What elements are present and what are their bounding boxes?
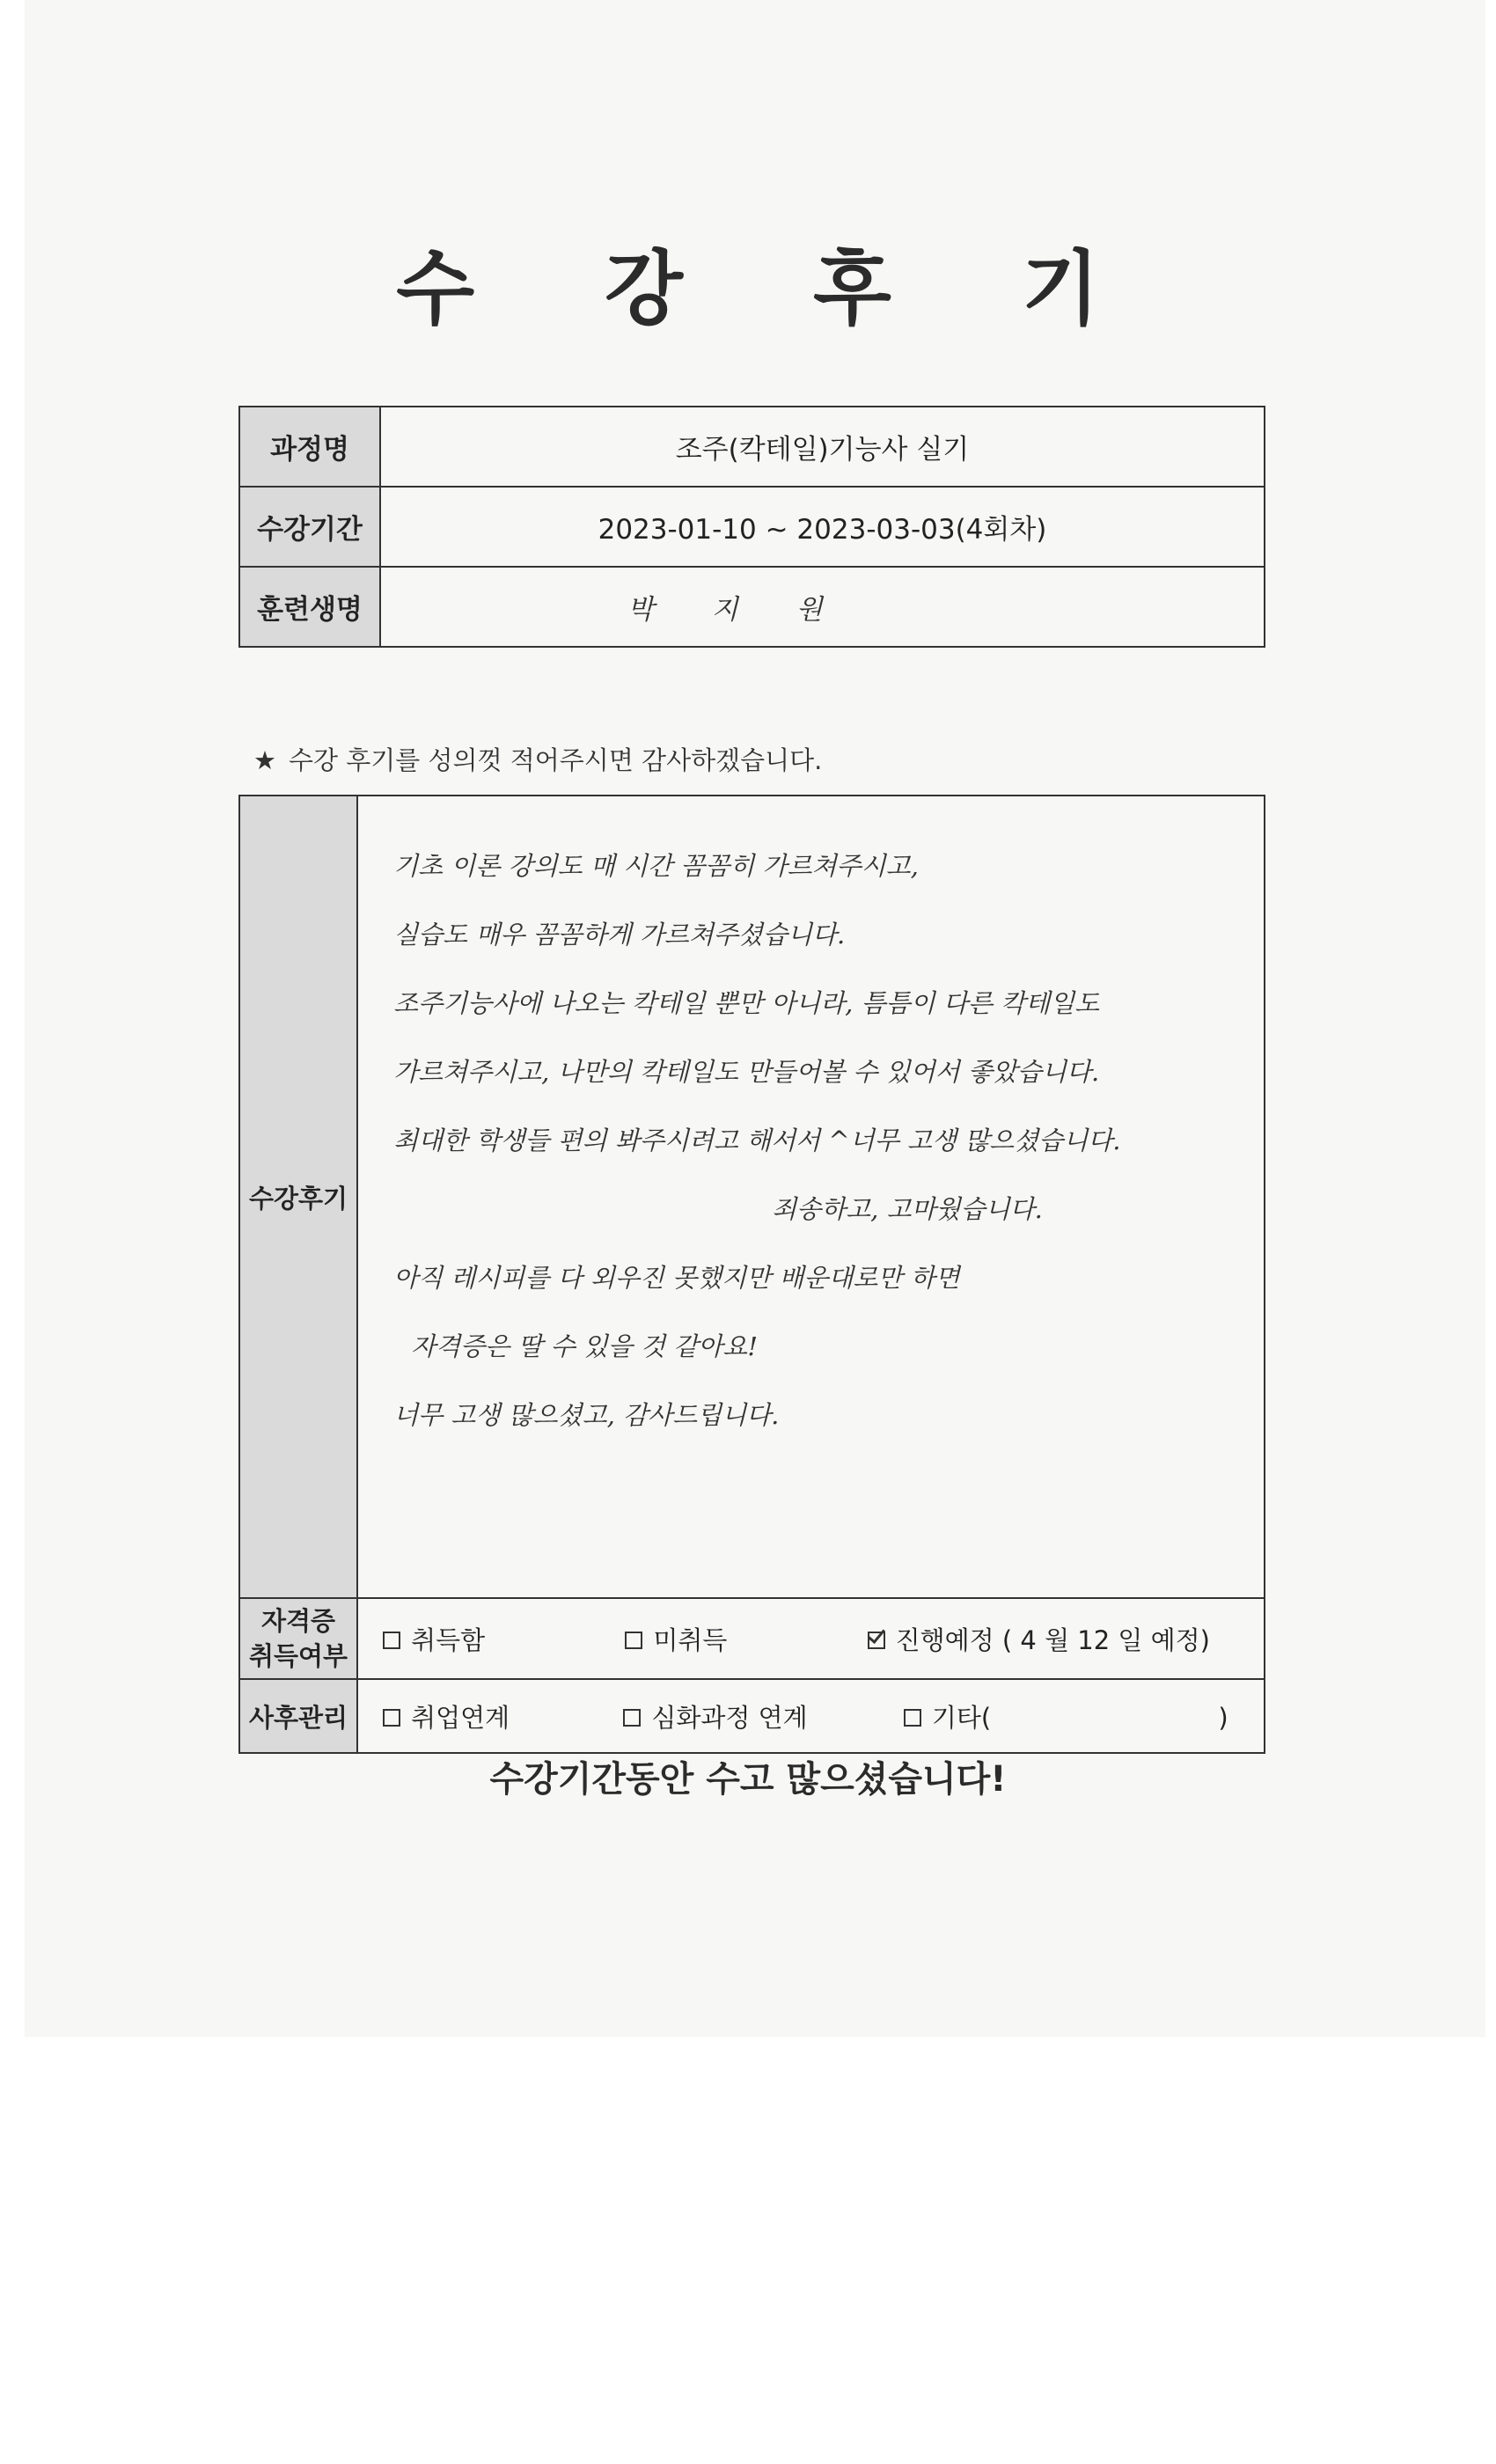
review-line: 가르쳐주시고, 나만의 칵테일도 만들어볼 수 있어서 좋았습니다.	[393, 1057, 1100, 1087]
checkbox-icon	[904, 1709, 921, 1727]
review-line: 조주기능사에 나오는 칵테일 뿐만 아니라, 틈틈이 다른 칵테일도	[393, 988, 1100, 1018]
star-icon: ★	[253, 745, 276, 775]
aftercare-row	[239, 1679, 1265, 1753]
certificate-options	[357, 1598, 1265, 1679]
option-acquired[interactable]: 취득함	[383, 1621, 485, 1657]
checkbox-icon	[383, 1709, 400, 1727]
checkbox-icon	[625, 1632, 642, 1649]
review-line: 자격증은 딸 수 있을 것 같아요!	[411, 1331, 758, 1361]
trainee-name: 박 지 원	[380, 567, 1265, 647]
page-title: 수 강 후 기	[396, 242, 1151, 336]
notice-text: 수강 후기를 성의껏 적어주시면 감사하겠습니다.	[289, 745, 823, 775]
review-line: 실습도 매우 꼼꼼하게 가르쳐주셨습니다.	[393, 920, 846, 950]
option-other[interactable]: 기타( )	[904, 1698, 1228, 1734]
review-row	[239, 796, 1265, 1598]
option-advanced-course[interactable]: 심화과정 연계	[623, 1698, 807, 1734]
option-in-progress[interactable]: 진행예정 ( 4 월 12 일 예정)	[868, 1621, 1210, 1657]
course-label: 과정명	[239, 407, 380, 487]
notice	[253, 741, 822, 777]
option-not-acquired[interactable]: 미취득	[625, 1621, 727, 1657]
course-info-table	[238, 406, 1265, 648]
certificate-label: 자격증 취득여부	[239, 1598, 357, 1679]
trainee-row	[239, 567, 1265, 647]
checkbox-icon	[623, 1709, 641, 1727]
review-line: 최대한 학생들 편의 봐주시려고 해서서 ^너무 고생 많으셨습니다.	[393, 1126, 1121, 1155]
checkbox-icon	[383, 1632, 400, 1649]
period-row	[239, 487, 1265, 567]
period-value: 2023-01-10 ~ 2023-03-03(4회차)	[380, 487, 1265, 567]
trainee-label: 훈련생명	[239, 567, 380, 647]
review-line: 죄송하고, 고마웠습니다.	[772, 1194, 1043, 1224]
review-handwriting	[357, 796, 1265, 1598]
checked-checkbox-icon	[868, 1632, 885, 1649]
course-value: 조주(칵테일)기능사 실기	[380, 407, 1265, 487]
review-label: 수강후기	[239, 796, 357, 1598]
review-line: 아직 레시피를 다 외우진 못했지만 배운대로만 하면	[393, 1263, 960, 1293]
aftercare-options	[357, 1679, 1265, 1753]
certificate-row	[239, 1598, 1265, 1679]
review-line: 기초 이론 강의도 매 시간 꼼꼼히 가르쳐주시고,	[393, 851, 919, 881]
closing-message: 수강기간동안 수고 많으셨습니다!	[489, 1759, 1007, 1800]
aftercare-label: 사후관리	[239, 1679, 357, 1753]
course-row	[239, 407, 1265, 487]
option-job-link[interactable]: 취업연계	[383, 1698, 510, 1734]
review-table	[238, 795, 1265, 1754]
period-label: 수강기간	[239, 487, 380, 567]
review-line: 너무 고생 많으셨고, 감사드립니다.	[393, 1400, 780, 1430]
